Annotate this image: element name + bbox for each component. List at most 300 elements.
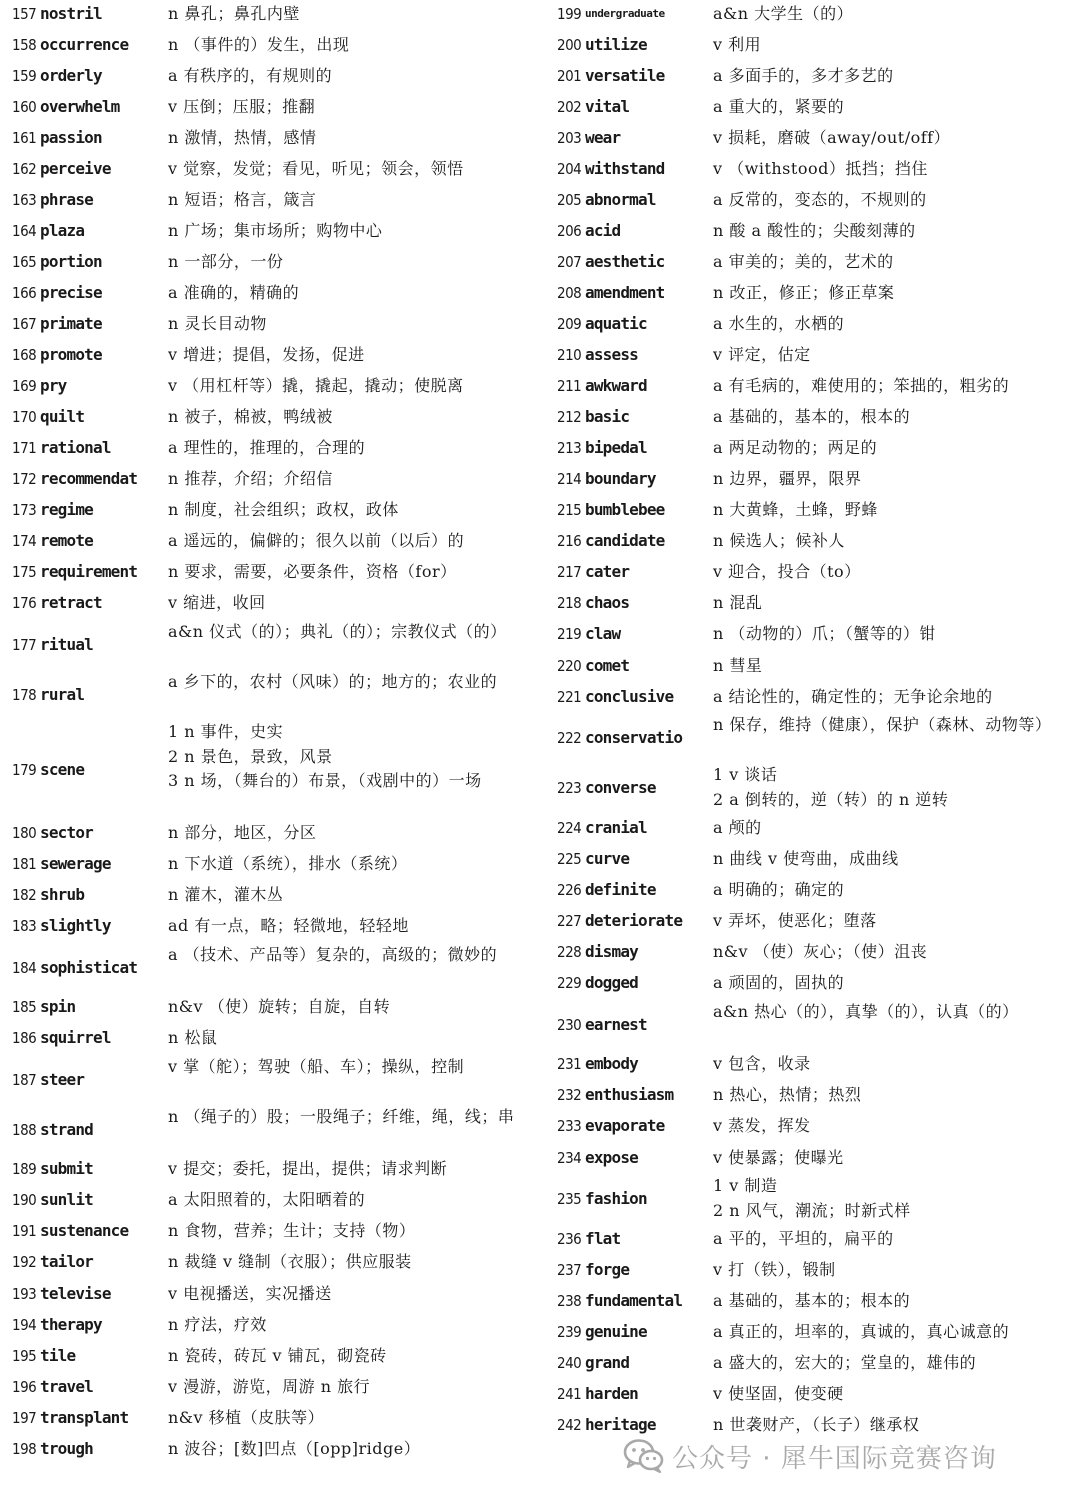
entry-number: 172: [12, 470, 37, 488]
vocab-entry: [546, 878, 1080, 902]
entry-word: recommendat: [40, 469, 138, 488]
entry-number: 227: [557, 912, 582, 930]
vocab-entry: [546, 95, 1080, 119]
entry-word: deteriorate: [585, 911, 683, 930]
entry-word: plaza: [40, 221, 85, 240]
entry-definition: n&v 移植（皮肤等）: [168, 1408, 325, 1427]
vocab-entry: [0, 1375, 540, 1399]
entry-number: 220: [557, 657, 582, 675]
entry-word: fashion: [585, 1189, 647, 1208]
vocab-entry: [546, 405, 1080, 429]
entry-definition: n 灵长目动物: [168, 314, 267, 333]
vocab-entry: [546, 1083, 1080, 1107]
vocab-entry: [546, 2, 1080, 26]
entry-number: 209: [557, 315, 582, 333]
vocab-entry: [546, 1320, 1080, 1344]
vocab-entry: [546, 498, 1080, 522]
vocab-entry: [0, 126, 540, 150]
entry-definition: n 下水道（系统），排水（系统）: [168, 854, 408, 873]
entry-word: retract: [40, 593, 102, 612]
vocab-entry: [546, 1351, 1080, 1375]
entry-word: earnest: [585, 1015, 647, 1034]
vocab-entry: [0, 2, 540, 26]
entry-word: aquatic: [585, 314, 647, 333]
entry-word: cranial: [585, 818, 647, 837]
vocab-entry: [0, 250, 540, 274]
entry-word: chaos: [585, 593, 630, 612]
vocab-entry: [0, 670, 540, 720]
entry-definition: a 准确的，精确的: [168, 283, 300, 302]
entry-word: sector: [40, 823, 93, 842]
entry-definition: n 制度，社会组织；政权，政体: [168, 500, 399, 519]
entry-number: 179: [12, 761, 37, 779]
entry-definition: n （事件的）发生，出现: [168, 35, 350, 54]
vocab-entry: [546, 1000, 1080, 1050]
vocab-entry: [546, 971, 1080, 995]
entry-number: 228: [557, 943, 582, 961]
entry-word: strand: [40, 1120, 93, 1139]
vocab-entry: [546, 591, 1080, 615]
entry-word: rural: [40, 685, 85, 704]
entry-number: 188: [12, 1121, 37, 1139]
vocab-entry: [546, 1258, 1080, 1282]
vocab-entry: [546, 219, 1080, 243]
entry-word: sewerage: [40, 854, 111, 873]
entry-number: 230: [557, 1016, 582, 1034]
entry-number: 215: [557, 501, 582, 519]
entry-number: 242: [557, 1416, 582, 1434]
entry-definition: n 裁缝 v 缝制（衣服）；供应服装: [168, 1252, 412, 1271]
entry-definition: a 重大的，紧要的: [713, 97, 845, 116]
entry-definition: a 有秩序的，有规则的: [168, 66, 333, 85]
entry-number: 170: [12, 408, 37, 426]
entry-word: nostril: [40, 4, 102, 23]
entry-definition: a 遥远的，偏僻的；很久以前（以后）的: [168, 531, 465, 550]
entry-word: rational: [40, 438, 111, 457]
entry-number: 158: [12, 36, 37, 54]
entry-word: boundary: [585, 469, 656, 488]
entry-definition: a 太阳照着的，太阳晒着的: [168, 1190, 366, 1209]
entry-number: 239: [557, 1323, 582, 1341]
entry-word: pry: [40, 376, 67, 395]
entry-number: 166: [12, 284, 37, 302]
entry-number: 229: [557, 974, 582, 992]
entry-definition: n 鼻孔；鼻孔内壁: [168, 4, 300, 23]
entry-word: scene: [40, 760, 85, 779]
entry-definition: n 混乱: [713, 593, 763, 612]
vocab-entry: [546, 529, 1080, 553]
entry-number: 222: [557, 729, 582, 747]
entry-word: tile: [40, 1346, 76, 1365]
vocab-entry: [0, 1313, 540, 1337]
watermark-text: 公众号 · 犀牛国际竞赛咨询: [672, 1443, 997, 1474]
entry-number: 161: [12, 129, 37, 147]
vocab-entry: [0, 995, 540, 1019]
entry-word: amendment: [585, 283, 665, 302]
entry-definition: n 灌木，灌木丛: [168, 885, 284, 904]
entry-number: 162: [12, 160, 37, 178]
entry-definition: n&v （使）旋转；自旋，自转: [168, 997, 391, 1016]
entry-definition: a 真正的，坦率的，真诚的，真心诚意的: [713, 1322, 1010, 1341]
entry-number: 180: [12, 824, 37, 842]
entry-definition: n （绳子的）股；一股绳子；纤维，绳，线；串: [168, 1107, 515, 1126]
vocab-entry: [546, 436, 1080, 460]
vocab-entry: [546, 343, 1080, 367]
vocab-entry: [0, 1055, 540, 1105]
vocab-entry: [546, 157, 1080, 181]
vocab-entry: [546, 685, 1080, 709]
entry-definition: v 使坚固，使变硬: [713, 1384, 844, 1403]
entry-number: 184: [12, 959, 37, 977]
entry-word: slightly: [40, 916, 111, 935]
entry-definition: n 世袭财产，（长子）继承权: [713, 1415, 920, 1434]
entry-word: conservatio: [585, 728, 683, 747]
entry-definition: a 盛大的，宏大的；堂皇的，雄伟的: [713, 1353, 977, 1372]
vocab-entry: [0, 1188, 540, 1212]
vocab-entry: [0, 560, 540, 584]
vocab-entry: [546, 1382, 1080, 1406]
entry-word: cater: [585, 562, 630, 581]
vocab-entry: [546, 1146, 1080, 1170]
vocab-entry: [0, 95, 540, 119]
vocab-entry: [0, 343, 540, 367]
entry-definition: 1 v 谈话 2 a 倒转的，逆（转）的 n 逆转: [713, 765, 949, 809]
entry-number: 183: [12, 917, 37, 935]
vocab-entry: [0, 591, 540, 615]
vocab-entry: [0, 467, 540, 491]
entry-number: 191: [12, 1222, 37, 1240]
vocab-entry: [0, 405, 540, 429]
entry-number: 202: [557, 98, 582, 116]
entry-word: versatile: [585, 66, 665, 85]
entry-word: basic: [585, 407, 630, 426]
entry-number: 212: [557, 408, 582, 426]
entry-definition: v 漫游，游览，周游 n 旅行: [168, 1377, 371, 1396]
entry-word: squirrel: [40, 1028, 111, 1047]
entry-number: 195: [12, 1347, 37, 1365]
entry-definition: n 部分，地区，分区: [168, 823, 317, 842]
entry-word: therapy: [40, 1315, 102, 1334]
entry-number: 218: [557, 594, 582, 612]
entry-number: 192: [12, 1253, 37, 1271]
entry-word: embody: [585, 1054, 638, 1073]
entry-definition: n 彗星: [713, 656, 763, 675]
vocab-entry: [546, 312, 1080, 336]
entry-number: 203: [557, 129, 582, 147]
entry-word: televise: [40, 1284, 111, 1303]
entry-definition: a 明确的；确定的: [713, 880, 845, 899]
entry-definition: n 波谷；[数]凹点（[opp]ridge）: [168, 1439, 421, 1458]
entry-definition: n 曲线 v 使弯曲，成曲线: [713, 849, 899, 868]
entry-word: undergraduate: [585, 7, 665, 20]
entry-number: 237: [557, 1261, 582, 1279]
entry-number: 177: [12, 636, 37, 654]
entry-word: perceive: [40, 159, 111, 178]
entry-word: transplant: [40, 1408, 129, 1427]
vocab-entry: [0, 914, 540, 938]
entry-number: 176: [12, 594, 37, 612]
entry-definition: v 包含，收录: [713, 1054, 811, 1073]
entry-definition: a 理性的，推理的，合理的: [168, 438, 366, 457]
entry-word: requirement: [40, 562, 138, 581]
entry-number: 167: [12, 315, 37, 333]
entry-word: portion: [40, 252, 102, 271]
entry-number: 197: [12, 1409, 37, 1427]
entry-definition: a 基础的，基本的；根本的: [713, 1291, 911, 1310]
vocab-entry: [0, 64, 540, 88]
entry-number: 217: [557, 563, 582, 581]
entry-word: phrase: [40, 190, 93, 209]
entry-definition: n 酸 a 酸性的；尖酸刻薄的: [713, 221, 916, 240]
vocab-entry: [0, 1282, 540, 1306]
entry-definition: v 迎合，投合（to）: [713, 562, 861, 581]
entry-number: 174: [12, 532, 37, 550]
vocab-entry: [0, 281, 540, 305]
entry-definition: 1 v 制造 2 n 风气，潮流；时新式样: [713, 1176, 911, 1220]
vocab-entry: [546, 1174, 1080, 1224]
entry-definition: a 结论性的，确定性的；无争论余地的: [713, 687, 993, 706]
entry-word: vital: [585, 97, 630, 116]
vocab-entry: [0, 1219, 540, 1243]
entry-word: converse: [585, 778, 656, 797]
entry-word: aesthetic: [585, 252, 665, 271]
vocab-entry: [0, 1157, 540, 1181]
vocab-entry: [546, 1227, 1080, 1251]
entry-definition: v 利用: [713, 35, 762, 54]
entry-definition: n 边界，疆界，限界: [713, 469, 862, 488]
entry-definition: a&n 仪式（的）；典礼（的）；宗教仪式（的）: [168, 622, 507, 641]
entry-definition: n 激情，热情，感情: [168, 128, 317, 147]
entry-word: forge: [585, 1260, 630, 1279]
entry-word: abnormal: [585, 190, 656, 209]
entry-definition: n 推荐，介绍；介绍信: [168, 469, 333, 488]
entry-definition: v （用杠杆等）撬，撬起，撬动；使脱离: [168, 376, 464, 395]
entry-definition: n 松鼠: [168, 1028, 218, 1047]
wechat-icon: [622, 1436, 666, 1476]
entry-word: overwhelm: [40, 97, 120, 116]
entry-word: shrub: [40, 885, 85, 904]
entry-word: conclusive: [585, 687, 674, 706]
vocab-entry: [546, 816, 1080, 840]
entry-word: fundamental: [585, 1291, 683, 1310]
entry-definition: a 颅的: [713, 818, 762, 837]
entry-number: 190: [12, 1191, 37, 1209]
vocab-entry: [0, 1105, 540, 1155]
entry-number: 216: [557, 532, 582, 550]
vocab-entry: [546, 654, 1080, 678]
entry-word: expose: [585, 1148, 638, 1167]
entry-word: promote: [40, 345, 102, 364]
entry-number: 178: [12, 686, 37, 704]
entry-definition: a 水生的，水栖的: [713, 314, 845, 333]
entry-definition: a 乡下的，农村（风味）的；地方的；农业的: [168, 672, 498, 691]
entry-word: precise: [40, 283, 102, 302]
entry-number: 236: [557, 1230, 582, 1248]
entry-definition: n 食物，营养；生计；支持（物）: [168, 1221, 416, 1240]
entry-number: 233: [557, 1117, 582, 1135]
entry-number: 201: [557, 67, 582, 85]
entry-word: curve: [585, 849, 630, 868]
entry-definition: v 评定，估定: [713, 345, 811, 364]
entry-number: 214: [557, 470, 582, 488]
entry-definition: n 保存，维持（健康），保护（森林、动物等）: [713, 715, 1052, 734]
entry-definition: n 要求，需要，必要条件，资格（for）: [168, 562, 457, 581]
entry-number: 182: [12, 886, 37, 904]
entry-word: evaporate: [585, 1116, 665, 1135]
vocab-entry: [546, 763, 1080, 813]
entry-definition: a 多面手的，多才多艺的: [713, 66, 894, 85]
entry-number: 186: [12, 1029, 37, 1047]
vocab-entry: [546, 1114, 1080, 1138]
vocab-entry: [546, 1289, 1080, 1313]
vocab-entry: [546, 847, 1080, 871]
entry-number: 171: [12, 439, 37, 457]
entry-number: 159: [12, 67, 37, 85]
entry-definition: v 使暴露；使曝光: [713, 1148, 844, 1167]
entry-number: 208: [557, 284, 582, 302]
entry-number: 224: [557, 819, 582, 837]
entry-number: 187: [12, 1071, 37, 1089]
entry-word: definite: [585, 880, 656, 899]
entry-word: candidate: [585, 531, 665, 550]
vocab-entry: [0, 1026, 540, 1050]
entry-number: 206: [557, 222, 582, 240]
entry-definition: v （withstood）抵挡；挡住: [713, 159, 928, 178]
entry-word: travel: [40, 1377, 93, 1396]
entry-definition: v 掌（舵）；驾驶（船、车）；操纵，控制: [168, 1057, 465, 1076]
entry-word: comet: [585, 656, 630, 675]
entry-word: withstand: [585, 159, 665, 178]
vocab-entry: [0, 852, 540, 876]
entry-definition: a 审美的；美的，艺术的: [713, 252, 894, 271]
entry-word: trough: [40, 1439, 93, 1458]
entry-definition: n&v （使）灰心；（使）沮丧: [713, 942, 928, 961]
entry-word: utilize: [585, 35, 647, 54]
entry-number: 198: [12, 1440, 37, 1458]
entry-number: 207: [557, 253, 582, 271]
entry-word: ritual: [40, 635, 93, 654]
entry-number: 194: [12, 1316, 37, 1334]
entry-definition: v 增进；提倡，发扬，促进: [168, 345, 365, 364]
entry-number: 234: [557, 1149, 582, 1167]
entry-number: 200: [557, 36, 582, 54]
entry-word: dogged: [585, 973, 638, 992]
entry-word: enthusiasm: [585, 1085, 674, 1104]
entry-number: 223: [557, 779, 582, 797]
entry-definition: v 压倒；压服；推翻: [168, 97, 316, 116]
entry-number: 238: [557, 1292, 582, 1310]
entry-definition: 1 n 事件，史实 2 n 景色，景致，风景 3 n 场，（舞台的）布景，（戏剧中的）一场: [168, 722, 482, 790]
entry-definition: v 觉察，发觉；看见，听见；领会，领悟: [168, 159, 464, 178]
entry-word: sustenance: [40, 1221, 129, 1240]
entry-word: passion: [40, 128, 102, 147]
entry-definition: a 基础的，基本的，根本的: [713, 407, 911, 426]
entry-number: 160: [12, 98, 37, 116]
entry-number: 157: [12, 5, 37, 23]
entry-word: submit: [40, 1159, 93, 1178]
entry-number: 225: [557, 850, 582, 868]
entry-number: 232: [557, 1086, 582, 1104]
vocab-entry: [546, 250, 1080, 274]
entry-number: 204: [557, 160, 582, 178]
entry-word: sunlit: [40, 1190, 93, 1209]
entry-word: primate: [40, 314, 102, 333]
entry-number: 175: [12, 563, 37, 581]
entry-definition: a&n 热心（的），真挚（的），认真（的）: [713, 1002, 1019, 1021]
entry-definition: v 电视播送，实况播送: [168, 1284, 332, 1303]
entry-definition: n 候选人；候补人: [713, 531, 845, 550]
entry-definition: n 大黄蜂，土蜂，野蜂: [713, 500, 878, 519]
vocab-entry: [0, 1437, 540, 1461]
vocab-entry: [0, 188, 540, 212]
entry-definition: n 改正，修正；修正草案: [713, 283, 895, 302]
vocab-entry: [0, 620, 540, 670]
entry-word: acid: [585, 221, 621, 240]
vocab-entry: [546, 188, 1080, 212]
vocab-entry: [0, 720, 540, 820]
entry-word: sophisticat: [40, 958, 138, 977]
entry-number: 241: [557, 1385, 582, 1403]
vocab-entry: [546, 33, 1080, 57]
entry-number: 221: [557, 688, 582, 706]
vocab-entry: [0, 374, 540, 398]
entry-number: 164: [12, 222, 37, 240]
entry-definition: a 有毛病的，难使用的；笨拙的，粗劣的: [713, 376, 1010, 395]
vocab-entry: [546, 713, 1080, 763]
entry-number: 226: [557, 881, 582, 899]
vocab-entry: [0, 529, 540, 553]
vocab-entry: [0, 498, 540, 522]
entry-number: 163: [12, 191, 37, 209]
vocab-entry: [546, 64, 1080, 88]
entry-number: 168: [12, 346, 37, 364]
entry-definition: n 一部分，一份: [168, 252, 284, 271]
entry-word: quilt: [40, 407, 85, 426]
entry-definition: a 平的，平坦的，扁平的: [713, 1229, 894, 1248]
entry-word: regime: [40, 500, 93, 519]
entry-number: 199: [557, 5, 582, 23]
vocab-entry: [546, 374, 1080, 398]
entry-definition: v 损耗，磨破（away/out/off）: [713, 128, 951, 147]
entry-number: 189: [12, 1160, 37, 1178]
entry-number: 213: [557, 439, 582, 457]
entry-number: 210: [557, 346, 582, 364]
vocab-entry: [0, 157, 540, 181]
entry-word: bumblebee: [585, 500, 665, 519]
entry-word: assess: [585, 345, 638, 364]
entry-word: remote: [40, 531, 93, 550]
vocab-entry: [546, 622, 1080, 646]
entry-definition: a 反常的，变态的，不规则的: [713, 190, 927, 209]
vocab-entry: [0, 312, 540, 336]
entry-definition: v 缩进，收回: [168, 593, 266, 612]
watermark: [622, 1432, 997, 1480]
entry-word: tailor: [40, 1252, 93, 1271]
entry-definition: v 打（铁），锻制: [713, 1260, 836, 1279]
entry-definition: n 热心，热情；热烈: [713, 1085, 862, 1104]
entry-number: 211: [557, 377, 582, 395]
vocab-entry: [546, 560, 1080, 584]
entry-number: 196: [12, 1378, 37, 1396]
entry-definition: n 短语；格言，箴言: [168, 190, 317, 209]
entry-number: 231: [557, 1055, 582, 1073]
vocab-entry: [546, 909, 1080, 933]
vocab-entry: [0, 436, 540, 460]
entry-word: flat: [585, 1229, 621, 1248]
entry-definition: a&n 大学生（的）: [713, 4, 854, 23]
entry-word: grand: [585, 1353, 630, 1372]
entry-number: 193: [12, 1285, 37, 1303]
